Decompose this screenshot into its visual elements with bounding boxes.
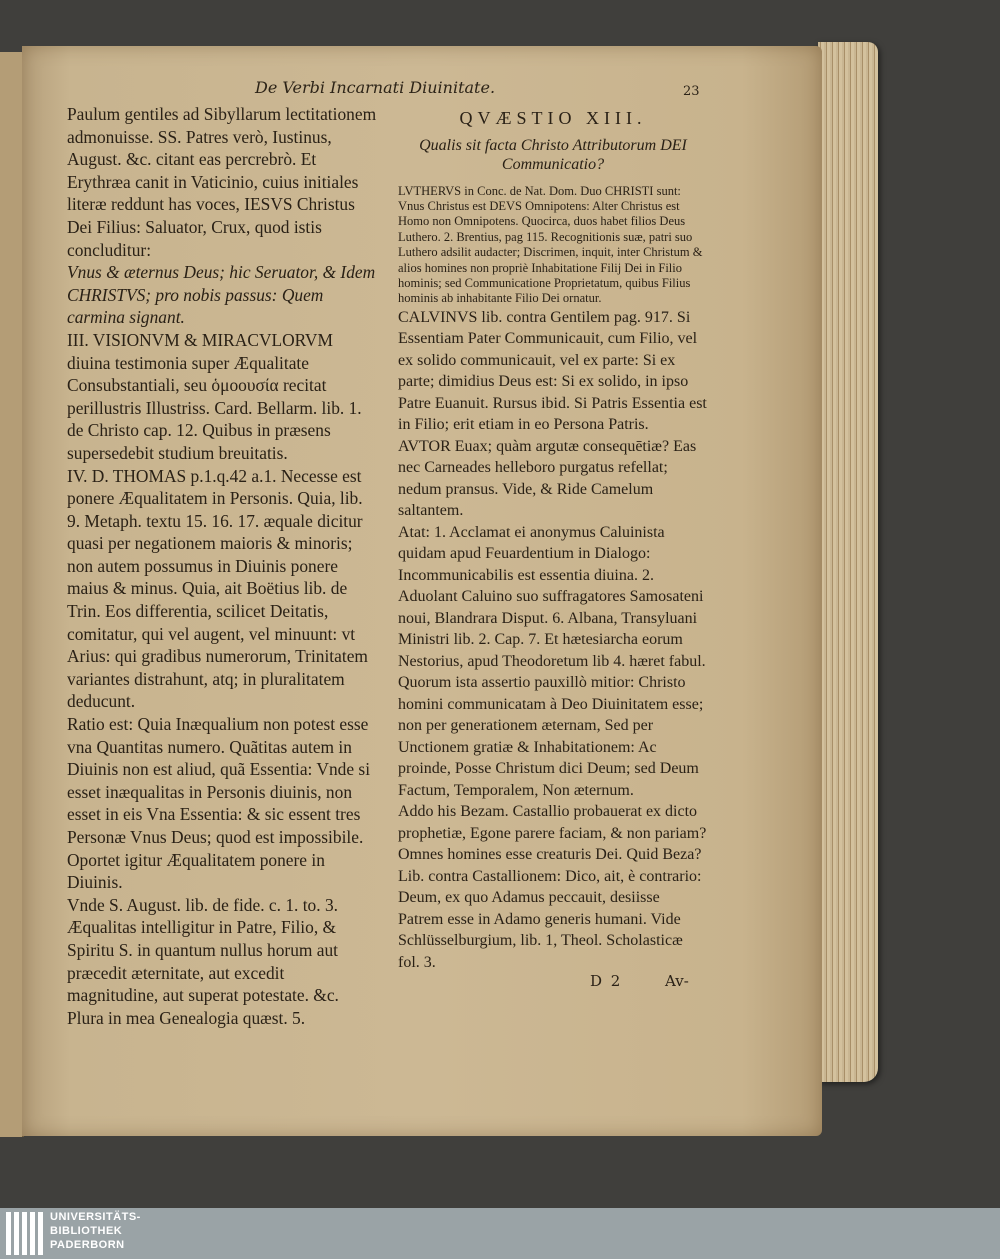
left-text-column (67, 103, 379, 1029)
paragraph: Atat: 1. Acclamat ei anonymus Caluinista quidam apud Feuardentium in Dialogo: Incommunicabilis est essentia diuina. 2. Aduolant Caluino suo suffragatores Samosateni noui, Blandrara Disput. 6. Albana, Transyluani Ministri lib. 2. Cap. 7. Et hætesiarcha eorum Nestorius, apud Theodoretum lib 4. hæret fabul. Quorum ista assertio pauxillò mitior: Christo homini communicatam à Deo Diuinitatem esse; non per generationem æternam, Sed per Unctionem gratiæ & Inhabitationem: Ac proinde, Posse Christum dici Deum; sed Deum Factum, Temporalem, Non æternum. (398, 523, 706, 799)
facing-page-edge (0, 52, 24, 1137)
paragraph: Paulum gentiles ad Sibyllarum lectitationem admonuisse. SS. Patres verò, Iustinus, August. &c. citant eas percrebrò. Et Erythræa canit in Vaticinio, cuius initiales literæ reddunt has voces, IESVS Christus Dei Filius: Saluator, Crux, quod istis concluditur: (67, 104, 377, 260)
paragraph: Vnus & æternus Deus; hic Seruator, & Idem CHRISTVS; pro nobis passus: Quem carmina signant. (67, 262, 376, 328)
paragraph: Ratio est: Quia Inæqualium non potest esse vna Quantitas numero. Quãtitas autem in Diuinis non est aliud, quã Essentia: Vnde si esset inæqualitas in Personis diuinis, non esset in eis Vna Essentia: & sic essent tres Personæ Vnus Deus; quod est impossibile. Oportet igitur Æqualitatem ponere in Diuinis. (67, 714, 371, 893)
paragraph: AVTOR Euax; quàm argutæ consequētiæ? Eas nec Carneades helleboro purgatus refellat; nedum pransus. Vide, & Ride Camelum saltantem. (398, 437, 697, 520)
paragraph: III. VISIONVM & MIRACVLORVM diuina testimonia super Æqualitate Consubstantiali, seu ὁμοουσία recitat perillustris Illustriss. Card. Bellarm. lib. 1. de Christo cap. 12. Quibus in præsens supersedebit studium breuitatis. (67, 329, 362, 463)
catchword: Av- (665, 972, 689, 990)
paragraph: LVTHERVS in Conc. de Nat. Dom. Duo CHRISTI sunt: Vnus Christus est DEVS Omnipotens: Alter Christus est Homo non Omnipotens. Quocirca, duos habet filios Deus Luthero. 2. Brentius, pag 115. Recognitionis suæ, patri suo Luthero adsilit audacter; Discrimen, inquit, inter Christum & alios homines non propriè Inhabitatione Filij Dei in Filio hominis; sed Communicatione Proprietatum, quibus Filius hominis ab inhabitante Filio Dei ornatur. (398, 183, 703, 306)
paragraph: CALVINVS lib. contra Gentilem pag. 917. Si Essentiam Pater Communicauit, cum Filio, vel ex solido communicauit, vel ex parte: Si ex parte; dimidius Deus est: Si ex solido, in ipso Patre Euanuit. Rursus ibid. Si Patris Essentia est in Filio; erit etiam in eo Persona Patris. (398, 308, 707, 434)
page-number: 23 (683, 84, 700, 99)
paragraph: IV. D. THOMAS p.1.q.42 a.1. Necesse est ponere Æqualitatem in Personis. Quia, lib. 9. Metaph. textu 15. 16. 17. æquale dicitur quasi per negationem maioris & minoris; non autem possumus in Diuinis ponere maius & minus. Quia, ait Boëtius lib. de Trin. Eos differentia, scilicet Deitatis, comitatur, qui vel augent, vel minuunt: vt Arius: qui gradibus numerorum, Trinitatem variantes distrahunt, atq; in pluralitatem deducunt. (67, 465, 368, 712)
signature-mark: D 2 (590, 972, 623, 990)
paragraph: Addo his Bezam. Castallio probauerat ex dicto prophetiæ, Egone parere faciam, & non pariam? Omnes homines esse creaturis Dei. Quid Beza? Lib. contra Castallionem: Dico, ait, è contrario: Deum, ex quo Adamus peccauit, desiisse Patrem esse in Adamo generis humani. Vide Schlüsselburgium, lib. 1, Theol. Scholasticæ fol. 3. (398, 803, 707, 971)
logo-line: PADERBORN (50, 1239, 125, 1251)
logo-line: UNIVERSITÄTS- (50, 1211, 141, 1223)
library-footer (0, 1208, 1000, 1259)
library-logo-icon (6, 1212, 46, 1255)
right-text-column (398, 108, 708, 973)
logo-line: BIBLIOTHEK (50, 1225, 123, 1237)
library-logo-text[interactable] (50, 1210, 141, 1252)
question-subtitle: Qualis sit facta Christo Attributorum DEI Communicatio? (419, 136, 687, 173)
paragraph: Vnde S. August. lib. de fide. c. 1. to. 3. Æqualitas intelligitur in Patre, Filio, & Spiritu S. in quantum nullus horum aut præcedit æternitate, aut excedit magnitudine, aut superat potestate. &c. Plura in mea Genealogia quæst. 5. (67, 894, 339, 1028)
question-title: QVÆSTIO XIII. (459, 108, 647, 128)
book-fore-edge (818, 42, 878, 1082)
running-head: De Verbi Incarnati Diuinitate. (255, 78, 496, 97)
